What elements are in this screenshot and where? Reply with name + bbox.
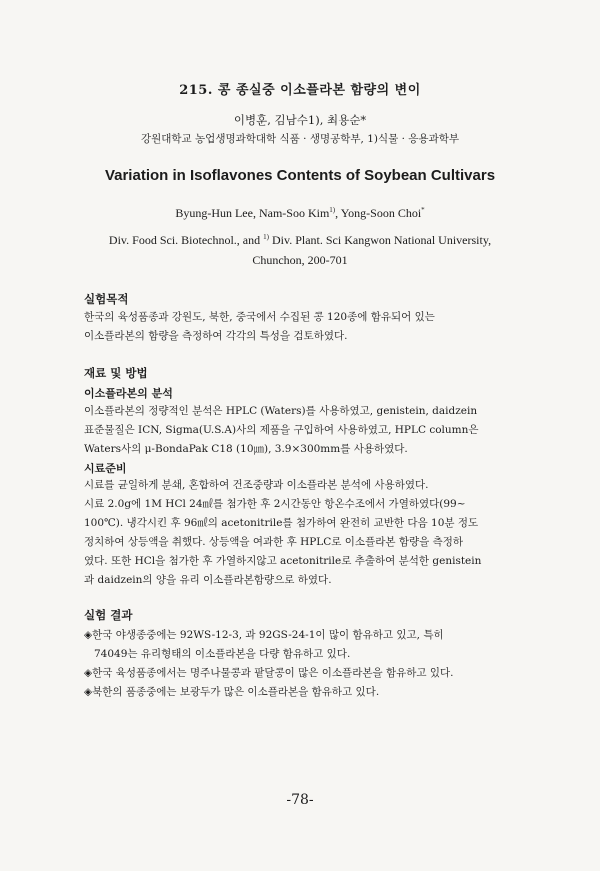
author-names-part2: , Yong-Soon Choi (335, 206, 422, 220)
section-heading-methods: 재료 및 방법 (84, 366, 148, 380)
subheading-isoflavone-analysis: 이소플라본의 분석 (84, 387, 173, 400)
paragraph-line: 과 daidzein의 양을 유리 이소플라본함량으로 하였다. (84, 574, 332, 586)
paragraph-line: 한국의 육성품종과 강원도, 북한, 중국에서 수집된 콩 120종에 함유되어 있는 (84, 311, 435, 323)
paragraph-line: 이소플라본의 함량을 측정하여 각각의 특성을 검토하였다. (84, 330, 348, 342)
paragraph-line: 이소플라본의 정량적인 분석은 HPLC (Waters)를 사용하였고, genistein, daidzein (84, 405, 478, 417)
list-item-continuation: 74049는 유리형태의 이소플라본을 다량 함유하고 있다. (94, 648, 351, 660)
section-heading-purpose: 실험목적 (84, 292, 129, 306)
page-number: -78- (286, 792, 314, 808)
sample-prep-paragraph (84, 476, 518, 590)
authors-korean: 이병훈, 김남수1), 최용순* (233, 113, 367, 127)
list-item: ◈한국 육성품종에서는 명주나물콩과 팥달콩이 많은 이소플라본을 함유하고 있다. (84, 667, 454, 679)
author-names-part1: Byung-Hun Lee, Nam-Soo Kim (175, 206, 330, 220)
paragraph-line: Waters사의 μ-BondaPak C18 (10㎛), 3.9×300mm를 사용하였다. (84, 443, 408, 455)
affiliation-en-part2: Div. Plant. Sci Kangwon National University, (268, 233, 492, 247)
subheading-sample-prep: 시료준비 (84, 462, 127, 475)
corresponding-author-mark: * (421, 206, 425, 214)
affiliation-korean: 강원대학교 농업생명과학대학 식품 · 생명공학부, 1)식물 · 응용과학부 (140, 133, 459, 145)
paragraph-line: 시료 2.0g에 1M HCl 24㎖를 첨가한 후 2시간동안 항온수조에서 가열하였다(99~ (84, 498, 466, 510)
section-heading-results: 실험 결과 (84, 608, 133, 622)
affiliation-en-mark: 1) (263, 233, 269, 241)
purpose-paragraph (84, 308, 518, 346)
affiliation-english (80, 227, 520, 270)
paper-title-english: Variation in Isoflavones Contents of Soybean Cultivars (104, 167, 496, 184)
paragraph-line: 표준물질은 ICN, Sigma(U.S.A)사의 제품을 구입하여 사용하였고, HPLC column은 (84, 424, 479, 436)
affiliation-en-part1: Div. Food Sci. Biotechnol., and (108, 233, 264, 247)
authors-english (0, 206, 600, 221)
paragraph-line: 100℃). 냉각시킨 후 96㎖의 acetonitrile를 첨가하여 완전히 교반한 다음 10분 정도 (84, 517, 479, 529)
paragraph-line: 였다. 또한 HCl을 첨가한 후 가열하지않고 acetonitrile로 추출하여 분석한 genistein (84, 555, 482, 567)
list-item: ◈한국 야생종중에는 92WS-12-3, 과 92GS-24-1이 많이 함유하고 있고, 특히 (84, 629, 444, 641)
author-affiliation-mark: 1) (329, 206, 336, 214)
paper-title-korean: 215. 콩 종실중 이소플라본 함량의 변이 (179, 83, 421, 98)
affiliation-en-city: Chunchon, 200-701 (252, 253, 348, 267)
list-item: ◈북한의 품종중에는 보광두가 많은 이소플라본을 함유하고 있다. (84, 686, 380, 698)
paragraph-line: 시료를 균일하게 분쇄, 혼합하여 건조중량과 이소플라본 분석에 사용하였다. (84, 479, 429, 491)
results-list (84, 626, 524, 702)
analysis-paragraph (84, 402, 518, 459)
paragraph-line: 정치하여 상등액을 취했다. 상등액을 여과한 후 HPLC로 이소플라본 함량을 측정하 (84, 536, 464, 548)
